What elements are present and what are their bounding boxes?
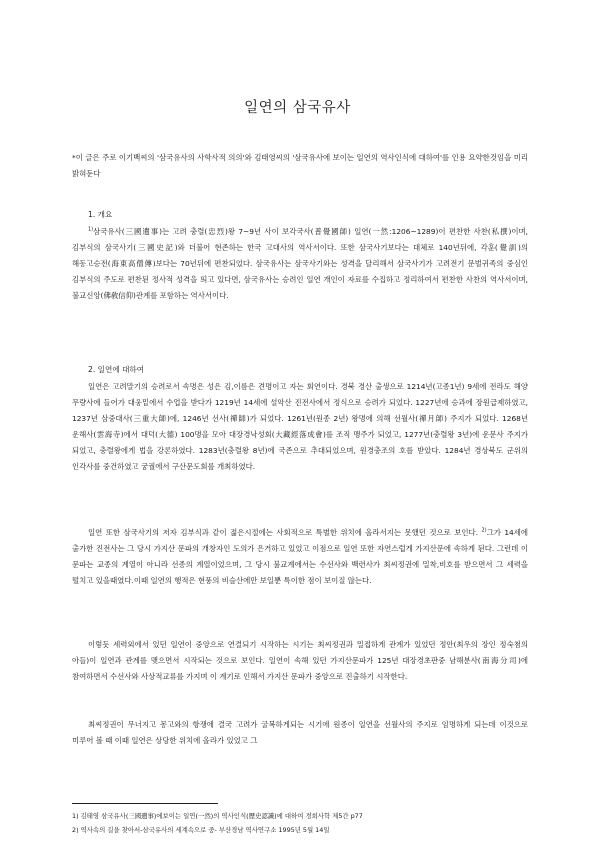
section-1-text: 삼국유사(三國遺事)는 고려 충렬(忠烈)왕 7~9년 사이 보각국사(普覺國師) 일연(一然:1206~1289)이 편찬한 사찬(私撰)이며, 김부식의 삼국사기(三國史記)와 더불어 현존하는 한국 고대사의 역사서이다. 또한 삼국사기보다는 대체로 140년뒤에, 각훈(覺訓)의 해동고승전(海東高僧傳)보다는 70년뒤에 편찬되었다. 삼국유사는 삼국사기와는 성격을 달리해서 삼국사기가 고려전기 문벌귀족의 중심인 김부식의 주도로 편찬된 정사적 성격을 띄고 있다면, 삼국유사는 승려인 일연 개인이 자료를 수집하고 정리하여서 편찬한 사찬의 역사서이며, 불교신앙(佛敎信仰)관계를 포함하는 역사서이다.: [72, 227, 528, 300]
footnote-divider: [72, 803, 218, 804]
footnote-ref-1[interactable]: 1): [88, 226, 94, 233]
footnote-2: 2) 역사속의 길을 찾아서-삼국유사의 세계속으로 중- 부산경남 역사연구소 1995년 5월 14일: [72, 826, 330, 834]
section-2-heading: 2. 일연에 대하여: [88, 365, 145, 374]
page-title: 일연의 삼국유사: [244, 100, 351, 116]
section-2-paragraph-1: 일연은 고려말기의 승려로서 속명은 성은 김,이름은 견명이고 자는 회연이다. 경북 경산 출생으로 1214년(고종1년) 9세에 전라도 해양 무량사에 들어가 대웅밑에서 수업을 받다가 1219년 14세에 설악산 진전사에서 정식으로 승려가 되었다. 1227년에 승과에 장원급제하였고, 1237년 삼중대사(三重大師)에, 1246년 선사(禪師)가 되었다. 1261년(원종 2년) 왕명에 의해 선월사(禪月師) 주지가 되었다. 1268년 운해사(雲海寺)에서 대덕(大德) 100명을 모아 대장경낙성회(大藏經落成會)를 조직 맹주가 되었고, 1277년(충렬왕 3년)에 운문사 주지가 되었고, 충렬왕에게 법을 강론하였다. 1283년(충렬왕 8년)에 국존으로 추대되었으며, 원경충조의 호를 받았다. 1284년 경상북도 군위의 인각사를 중건하였고 궁궐에서 구산문도회를 개최하였다.: [72, 382, 528, 471]
section-1-body: [72, 224, 528, 304]
section-2-paragraph-2: [72, 525, 528, 589]
intro-note: *이 글은 주로 이기백씨의 '삼국유사의 사학사적 의의'와 김태영씨의 '삼국유사에 보이는 일연의 역사인식에 대하여'를 인용 요약한것임을 미리 밝혀둔다: [72, 153, 528, 178]
footnote-1: 1) 김태영 삼국유사(三國遺事)에보이는 일연(一然)의 역사인식(歷史認識)에 대하여 경희사학 제5간 p77: [72, 812, 363, 820]
section-2-paragraph-4: 최씨정권이 무너지고 몽고와의 항쟁에 결국 고려가 굴복하게되는 시기에 원종이 일연을 선월사의 주지로 임명하게 되는데 이것으로 미루어 볼 때 이때 일연은 상당한 위치에 올라가 있었고 그: [72, 720, 528, 745]
section-1-heading: 1. 개요: [88, 210, 113, 219]
footnote-ref-2[interactable]: 2): [481, 527, 487, 534]
section-2-paragraph-3: 이렇듯 세력외에서 있던 일연이 중앙으로 연결되기 시작하는 시기는 최씨정권과 밀접하게 관계가 있었던 정안(최우의 장인 정숙첨의 아들)이 일연과 관계를 맺으면서 시작되는 것으로 보인다. 일연이 속해 있던 가지산문파가 125년 대장경초판중 남해분사(南海分司)에 참여하면서 수선사와 사상적교류를 가지며 이 계기로 인해서 가지산 문파가 중앙으로 진출하기 시작한다.: [72, 640, 528, 681]
section-2-paragraph-2-lead: 일연 또한 삼국사기의 저자 김부식과 같이 젊은시절에는 사회적으로 특별한 위치에 올라서지는 못했던 것으로 보인다.: [88, 528, 478, 537]
section-2-paragraph-2-rest: 그가 14세에 출가한 진전사는 그 당시 가지산 문파의 개창자인 도의가 은거하고 있었고 이점으로 일연 또한 자연스럽게 가지산문에 속하게 된다. 그런데 이 문파는 교종의 계열이 아니라 선종의 계열이었으며, 그 당시 불교계에서는 수선사와 백련사가 최씨정권에 밀착,비호를 받으면서 그 세력을 떨치고 있을때였다.이때 일연의 행적은 현풍의 비슬산에만 보일뿐 특이한 점이 보이질 않는다.: [72, 528, 528, 585]
